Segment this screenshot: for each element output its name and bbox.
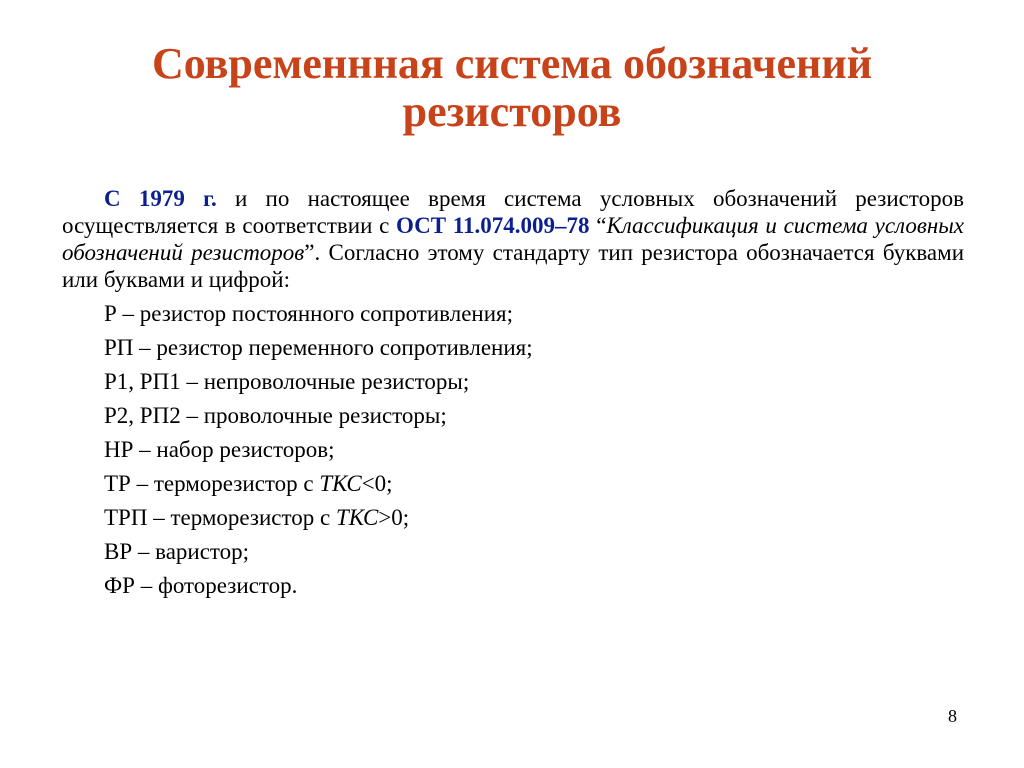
slide-body (62, 185, 964, 603)
list-item: Р2, РП2 – проволочные резисторы; (104, 403, 447, 428)
list-item: Р1, РП1 – непроволочные резисторы; (104, 369, 470, 394)
tks-label: ТКС (335, 505, 379, 530)
slide-title (40, 40, 984, 136)
intro-paragraph (62, 185, 964, 293)
resistor-type-list (62, 297, 964, 603)
quote-open: “ (596, 213, 607, 238)
list-item (62, 467, 964, 501)
intro-text-2: . Согласно этому стандарту тип резистора обозначается буквами или буквами и цифрой: (62, 240, 964, 292)
list-item-text: >0; (378, 505, 410, 530)
list-item: ВР – варистор; (104, 539, 250, 564)
intro-year: С 1979 г. (104, 186, 217, 211)
tks-label: ТКС (319, 471, 362, 496)
list-item-text: <0; (361, 471, 393, 496)
list-item: Р – резистор постоянного сопротивления; (104, 301, 513, 326)
intro-classification: Классификация и система условных обозначений резисторов (62, 213, 965, 265)
intro-text-1: и по настоящее время система условных обозначений резисторов осуществляется в соответствии с (62, 186, 964, 238)
title-line-1: Современнная система обозначений (151, 39, 873, 88)
list-item: НР – набор резисторов; (104, 437, 335, 462)
list-item-text: ТРП – терморезистор с (104, 505, 336, 530)
list-item (62, 501, 964, 535)
list-item: ФР – фоторезистор. (104, 573, 298, 598)
list-item: РП – резистор переменного сопротивления; (104, 335, 533, 360)
quote-close: ” (304, 240, 315, 265)
list-item-text: ТР – терморезистор с (104, 471, 320, 496)
intro-standard: ОСТ 11.074.009–78 (395, 213, 590, 238)
title-line-2: резисторов (402, 87, 622, 136)
page-number: 8 (948, 706, 957, 726)
